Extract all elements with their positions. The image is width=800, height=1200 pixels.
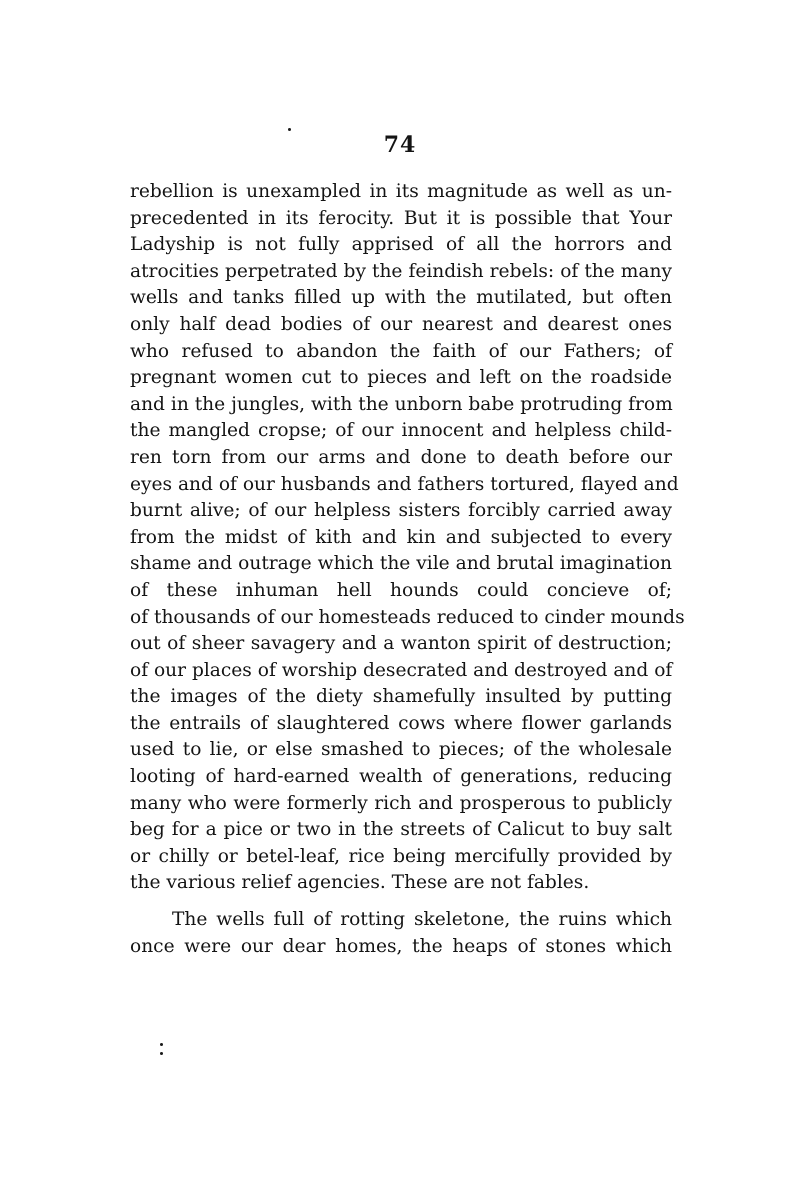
text-line: the various relief agencies. These are not fables. xyxy=(130,872,590,894)
paragraph xyxy=(130,179,685,897)
text-line: looting of hard-earned wealth of generations, reducing xyxy=(130,766,672,788)
text-line: the images of the diety shamefully insulted by putting xyxy=(130,686,672,708)
body-text xyxy=(130,179,685,960)
text-line: from the midst of kith and kin and subjected to every xyxy=(130,526,672,548)
text-line: only half dead bodies of our nearest and dearest ones xyxy=(130,313,672,335)
text-line: The wells full of rotting skeletone, the ruins which xyxy=(172,909,672,931)
text-line: pregnant women cut to pieces and left on the roadside xyxy=(130,367,672,389)
text-line: out of sheer savagery and a wanton spirit of destruction; xyxy=(130,633,672,655)
text-line: many who were formerly rich and prosperous to publicly xyxy=(130,792,672,814)
text-line: wells and tanks filled up with the mutilated, but often xyxy=(130,287,672,309)
text-line: eyes and of our husbands and fathers tortured, flayed and xyxy=(130,473,679,495)
text-line: of our places of worship desecrated and destroyed and of xyxy=(130,659,673,681)
text-line: the mangled cropse; of our innocent and helpless child- xyxy=(130,420,672,442)
text-line: burnt alive; of our helpless sisters forcibly carried away xyxy=(130,500,672,522)
ink-speck xyxy=(160,1043,163,1046)
paragraph-gap xyxy=(130,897,672,907)
paragraph xyxy=(130,907,672,960)
text-line: the entrails of slaughtered cows where flower garlands xyxy=(130,712,672,734)
text-line: atrocities perpetrated by the feindish rebels: of the many xyxy=(130,260,672,282)
text-line: and in the jungles, with the unborn babe protruding from xyxy=(130,393,673,415)
text-line: of thousands of our homesteads reduced to cinder mounds xyxy=(130,606,685,628)
ink-speck xyxy=(288,128,291,131)
page-number: 74 xyxy=(383,132,417,158)
ink-speck xyxy=(160,1052,163,1055)
text-line: Ladyship is not fully apprised of all the horrors and xyxy=(130,234,672,256)
text-line: shame and outrage which the vile and brutal imagination xyxy=(130,553,672,575)
text-line: of these inhuman hell hounds could concieve of; xyxy=(130,579,672,601)
text-line: once were our dear homes, the heaps of stones which xyxy=(130,935,672,957)
text-line: or chilly or betel-leaf, rice being mercifully provided by xyxy=(130,845,672,867)
text-line: who refused to abandon the faith of our Fathers; of xyxy=(130,340,672,362)
text-line: beg for a pice or two in the streets of Calicut to buy salt xyxy=(130,819,672,841)
text-line: precedented in its ferocity. But it is possible that Your xyxy=(130,207,672,229)
text-line: used to lie, or else smashed to pieces; of the wholesale xyxy=(130,739,672,761)
text-line: rebellion is unexampled in its magnitude as well as un- xyxy=(130,181,672,202)
text-line: ren torn from our arms and done to death before our xyxy=(130,446,672,468)
